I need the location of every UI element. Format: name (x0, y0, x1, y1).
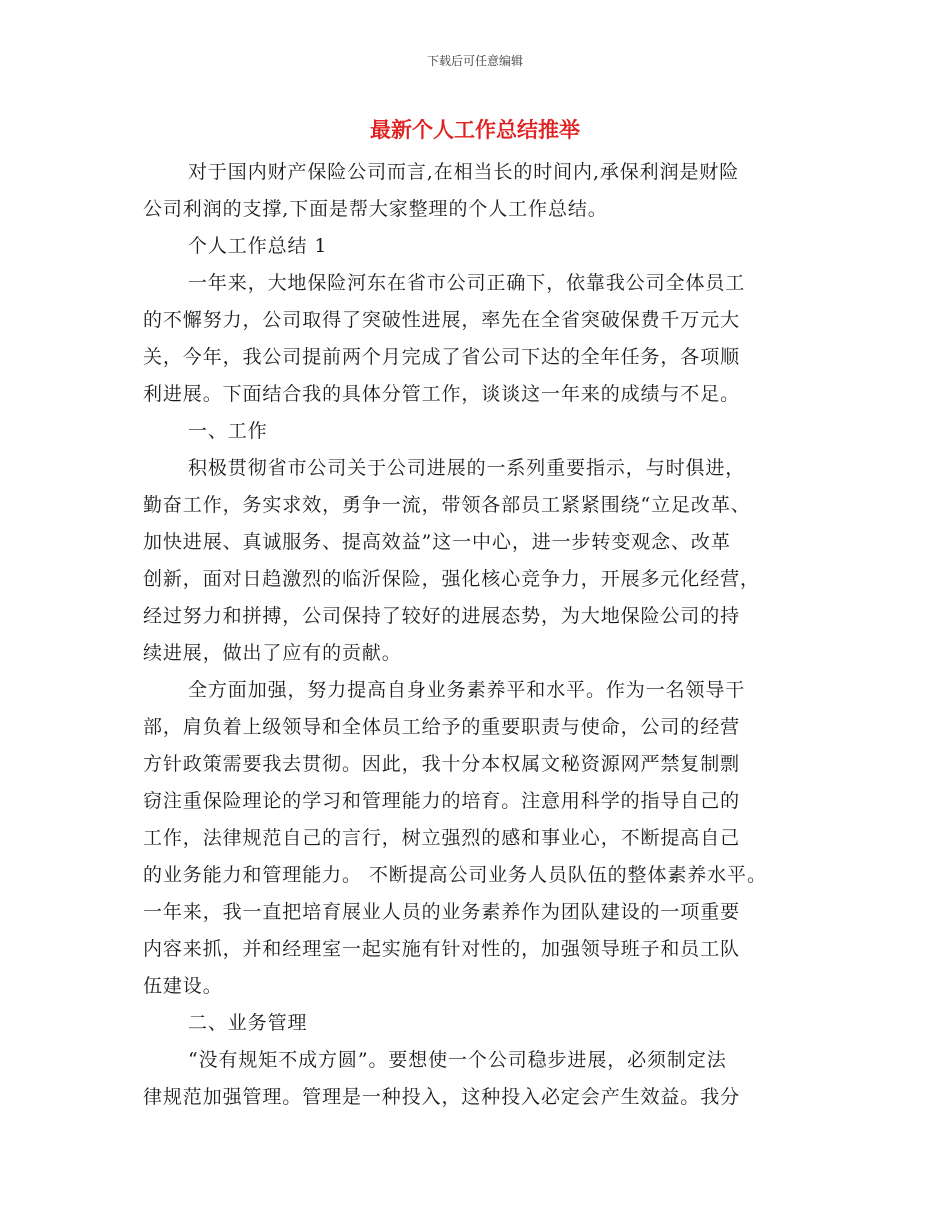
text-line: 工作，法律规范自己的言行，树立强烈的感和事业心，不断提高自己 (143, 827, 741, 849)
text-line: 创新，面对日趋激烈的临沂保险，强化核心竞争力，开展多元化经营， (143, 568, 760, 590)
text-line: 经过努力和拼搏，公司保持了较好的进展态势，为大地保险公司的持 (143, 605, 741, 627)
text-line: 全方面加强，努力提高自身业务素养平和水平。作为一名领导干 (188, 679, 746, 701)
section-heading: 一、工作 (188, 420, 268, 442)
text-line: 的不懈努力，公司取得了突破性进展，率先在全省突破保费千万元大 (143, 309, 741, 331)
text-line: 关，今年，我公司提前两个月完成了省公司下达的全年任务，各项顺 (143, 346, 741, 368)
text-line: 对于国内财产保险公司而言,在相当长的时间内,承保利润是财险 (188, 161, 740, 183)
text-line: 公司利润的支撑,下面是帮大家整理的个人工作总结。 (143, 198, 608, 220)
text-line: 加快进展、真诚服务、提高效益”这一中心，进一步转变观念、改革 (143, 531, 731, 553)
text-line: 个人工作总结 1 (188, 235, 328, 257)
text-line: 方针政策需要我去贯彻。因此，我十分本权属文秘资源网严禁复制剽 (143, 753, 741, 775)
page-header: 下载后可任意编辑 (426, 54, 523, 68)
text-line: 积极贯彻省市公司关于公司进展的一系列重要指示，与时俱进， (188, 457, 746, 479)
text-line: 利进展。下面结合我的具体分管工作，谈谈这一年来的成绩与不足。 (143, 383, 741, 405)
text-line: 律规范加强管理。管理是一种投入，这种投入必定会产生效益。我分 (143, 1086, 741, 1108)
document-title: 最新个人工作总结推举 (370, 118, 580, 142)
text-line: 一年来，大地保险河东在省市公司正确下，依靠我公司全体员工 (188, 272, 746, 294)
text-line: 部，肩负着上级领导和全体员工给予的重要职责与使命，公司的经营 (143, 716, 741, 738)
text-line: 续进展，做出了应有的贡献。 (143, 642, 402, 664)
text-line: “没有规矩不成方圆”。要想使一个公司稳步进展，必须制定法 (188, 1049, 727, 1071)
text-line: 窃注重保险理论的学习和管理能力的培育。注意用科学的指导自己的 (143, 790, 741, 812)
text-line: 内容来抓，并和经理室一起实施有针对性的，加强领导班子和员工队 (143, 938, 741, 960)
text-line: 一年来，我一直把培育展业人员的业务素养作为团队建设的一项重要 (143, 901, 741, 923)
text-line: 的业务能力和管理能力。 不断提高公司业务人员队伍的整体素养水平。 (143, 864, 767, 886)
text-line: 勤奋工作，务实求效，勇争一流，带领各部员工紧紧围绕“立足改革、 (143, 494, 751, 516)
text-line: 伍建设。 (143, 975, 223, 997)
section-heading: 二、业务管理 (188, 1012, 308, 1034)
